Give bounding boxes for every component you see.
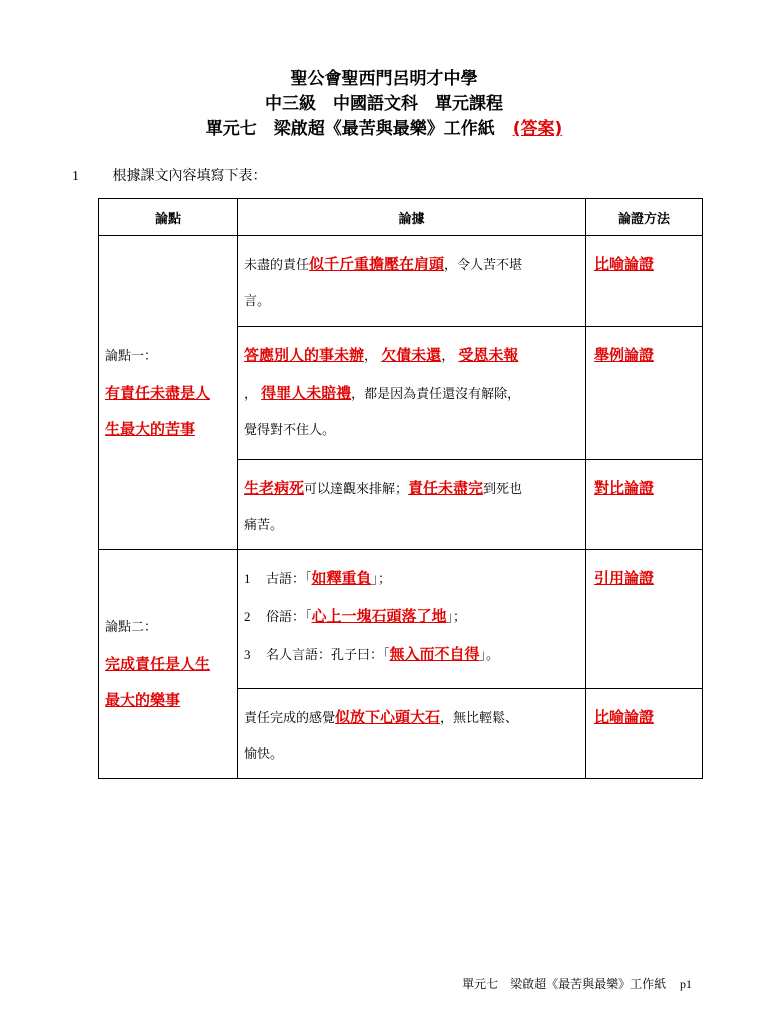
point-1-cell xyxy=(99,236,238,550)
evidence-5 xyxy=(238,689,586,779)
quote-number-2: 2 xyxy=(244,609,251,624)
method-5-answer: 比喻論證 xyxy=(594,708,655,726)
quote-1-answer: 如釋重負 xyxy=(311,569,372,587)
course-title: 中三級 中國語文科 單元課程 xyxy=(265,94,503,114)
evidence-5-text: 責任完成的感覺 xyxy=(244,711,336,726)
evidence-5-answer: 似放下心頭大石 xyxy=(335,708,441,726)
evidence-2-answer-1: 答應別人的事未辦 xyxy=(244,346,365,364)
point-2-answer-a: 完成責任是人生 xyxy=(105,655,211,673)
point-2-answer-b: 最大的樂事 xyxy=(105,691,181,709)
method-1-answer: 比喻論證 xyxy=(594,255,655,273)
page-number: p1 xyxy=(680,977,692,991)
evidence-2-answer-2: 欠債未還 xyxy=(381,346,442,364)
quote-2-pre: 俗語：「 xyxy=(266,610,312,625)
evidence-1-text: 未盡的責任 xyxy=(244,258,310,273)
evidence-5-text-end: 愉快。 xyxy=(244,747,284,762)
list-item xyxy=(244,560,579,598)
method-2 xyxy=(586,327,703,460)
evidence-2-answer-4: 得罪人未賠禮 xyxy=(261,384,352,402)
point-1-answer-b: 生最大的苦事 xyxy=(105,419,196,438)
point-1-answer-a: 有責任未盡是人 xyxy=(105,383,211,402)
evidence-3 xyxy=(238,460,586,550)
method-3-answer: 對比論證 xyxy=(594,479,655,497)
evidence-2-answer-3: 受恩未報 xyxy=(458,346,519,364)
list-item xyxy=(244,598,579,636)
method-4 xyxy=(586,550,703,689)
worksheet-title xyxy=(0,118,768,140)
evidence-4 xyxy=(238,550,586,689)
quote-3-post: 」。 xyxy=(479,648,500,663)
quote-2-answer: 心上一塊石頭落了地 xyxy=(311,607,447,625)
evidence-1-text-post: ，令人苦不堪 xyxy=(444,258,523,273)
evidence-3-text-post: 到死也 xyxy=(483,482,523,497)
header-point: 論點 xyxy=(99,199,238,236)
quote-1-pre: 古語：「 xyxy=(266,572,312,587)
method-3 xyxy=(586,460,703,550)
quote-number-1: 1 xyxy=(244,571,251,586)
evidence-3-text: 可以達觀來排解； xyxy=(304,482,409,497)
question-prompt: 根據課文內容填寫下表： xyxy=(112,168,267,184)
evidence-1-answer: 似千斤重擔壓在肩頭 xyxy=(309,255,445,273)
table-row xyxy=(99,550,703,689)
evidence-5-text-post: ，無比輕鬆、 xyxy=(440,711,519,726)
question-number: 1 xyxy=(72,169,79,184)
evidence-1 xyxy=(238,236,586,327)
method-1 xyxy=(586,236,703,327)
method-4-answer: 引用論證 xyxy=(594,569,655,587)
list-item xyxy=(244,636,579,674)
method-5 xyxy=(586,689,703,779)
evidence-3-answer-1: 生老病死 xyxy=(244,479,305,497)
evidence-2-sep-3: ， xyxy=(244,387,258,402)
page-footer xyxy=(462,975,692,992)
table-row xyxy=(99,236,703,327)
evidence-2-sep-1: ， xyxy=(364,349,378,364)
evidence-2-sep-2: ， xyxy=(441,349,455,364)
header-evidence: 論據 xyxy=(238,199,586,236)
quote-3-answer: 無入而不自得 xyxy=(389,645,480,663)
header-method: 論證方法 xyxy=(586,199,703,236)
evidence-3-text-end: 痛苦。 xyxy=(244,518,284,533)
point-2-label: 論點二： xyxy=(105,620,158,635)
school-name: 聖公會聖西門呂明才中學 xyxy=(290,69,478,89)
evidence-2-text: ，都是因為責任還沒有解除， xyxy=(351,387,521,402)
quote-3-pre: 名人言語：孔子曰：「 xyxy=(266,648,390,663)
worksheet-table xyxy=(98,198,703,779)
evidence-3-answer-2: 責任未盡完 xyxy=(408,479,484,497)
evidence-2-text-end: 覺得對不住人。 xyxy=(244,423,336,438)
evidence-2 xyxy=(238,327,586,460)
table-header-row xyxy=(99,199,703,236)
point-2-cell xyxy=(99,550,238,779)
method-2-answer: 舉例論證 xyxy=(594,346,655,364)
footer-text: 單元七 梁啟超《最苦與最樂》工作紙 xyxy=(462,977,667,991)
point-1-label: 論點一： xyxy=(105,348,158,364)
evidence-1-text-end: 言。 xyxy=(244,294,271,309)
question-1 xyxy=(72,165,266,185)
quote-number-3: 3 xyxy=(244,647,251,662)
quote-2-post: 」； xyxy=(446,610,467,625)
answer-tag: (答案) xyxy=(512,119,563,139)
worksheet-title-text: 單元七 梁啟超《最苦與最樂》工作紙 xyxy=(205,119,495,139)
quote-1-post: 」； xyxy=(371,572,392,587)
